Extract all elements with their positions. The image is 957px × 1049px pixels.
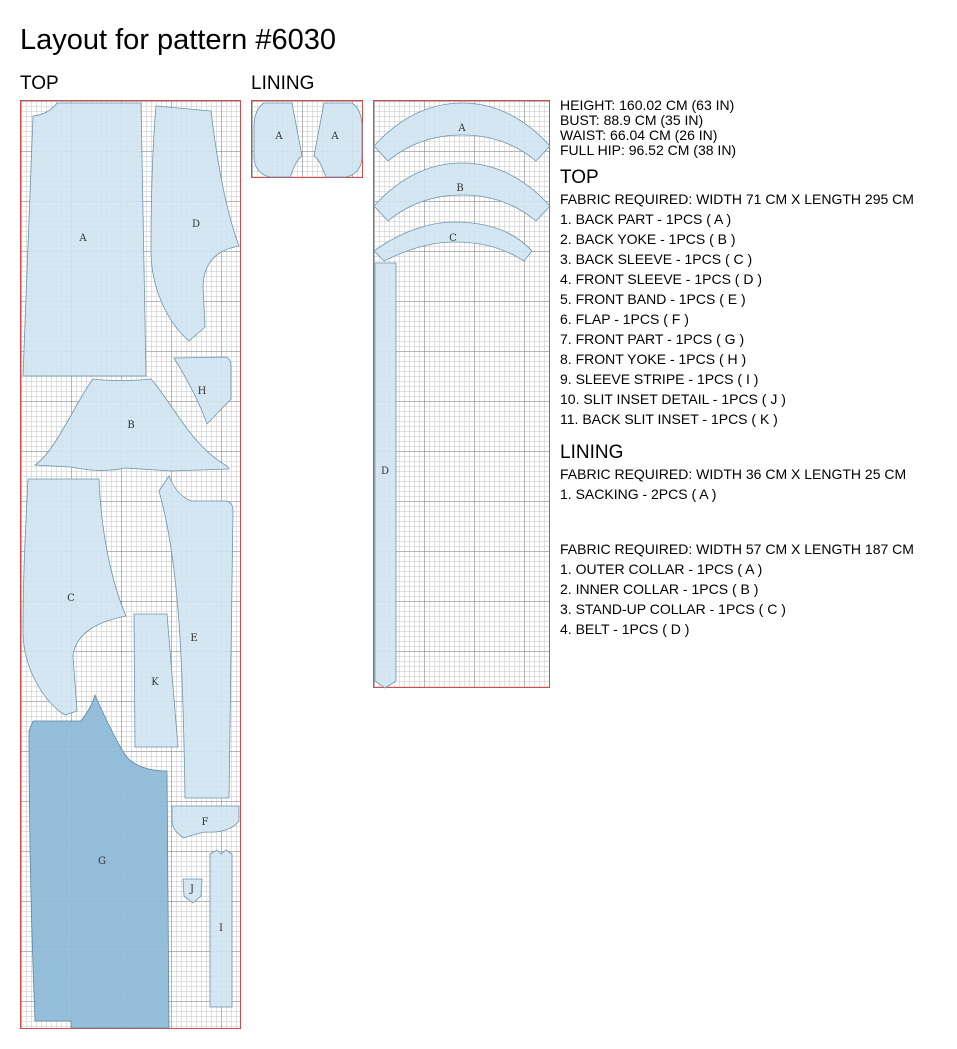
third-piece-a-label: A: [458, 123, 466, 134]
lining-layout-board: [251, 100, 363, 178]
third-fabric-required: FABRIC REQUIRED: WIDTH 57 CM X LENGTH 187 CM: [560, 541, 914, 557]
top-item: 1. BACK PART - 1PCS ( A ): [560, 211, 732, 227]
measurement-height: HEIGHT: 160.02 CM (63 IN): [560, 97, 735, 113]
top-fabric-required: FABRIC REQUIRED: WIDTH 71 CM X LENGTH 295 CM: [560, 191, 914, 207]
piece-e-label: E: [190, 633, 198, 644]
piece-k-label: K: [151, 677, 159, 688]
piece-c-label: C: [67, 593, 75, 604]
top-item: 4. FRONT SLEEVE - 1PCS ( D ): [560, 271, 763, 287]
top-layout-label: TOP: [20, 73, 59, 94]
top-item: 6. FLAP - 1PCS ( F ): [560, 311, 689, 327]
lining-piece-a-left-label: A: [275, 131, 283, 142]
top-section-heading: TOP: [560, 167, 599, 188]
top-item: 2. BACK YOKE - 1PCS ( B ): [560, 231, 736, 247]
measurement-hip: FULL HIP: 96.52 CM (38 IN): [560, 142, 737, 158]
measurement-bust: BUST: 88.9 CM (35 IN): [560, 112, 704, 128]
piece-j-label: J: [189, 884, 195, 895]
third-section: [560, 539, 955, 639]
top-layout-board: [20, 100, 241, 1029]
lining-section-heading: LINING: [560, 442, 624, 463]
top-layout-pieces: [21, 101, 242, 1030]
lining-fabric-required: FABRIC REQUIRED: WIDTH 36 CM X LENGTH 25 CM: [560, 466, 907, 482]
piece-b-label: B: [127, 420, 135, 431]
third-piece-b-label: B: [456, 183, 464, 194]
lining-section: [560, 442, 955, 504]
third-piece-d-label: D: [380, 466, 390, 477]
measurement-waist: WAIST: 66.04 CM (26 IN): [560, 127, 718, 143]
piece-f-label: F: [201, 817, 209, 828]
top-item: 5. FRONT BAND - 1PCS ( E ): [560, 291, 746, 307]
piece-g-label: G: [98, 856, 106, 867]
piece-i-label: I: [219, 923, 223, 934]
lining-piece-a-right-label: A: [331, 131, 339, 142]
piece-h-label: H: [197, 386, 207, 397]
lining-item: 1. SACKING - 2PCS ( A ): [560, 486, 717, 502]
piece-a-label: A: [79, 233, 87, 244]
top-item: 3. BACK SLEEVE - 1PCS ( C ): [560, 251, 753, 267]
measurements-block: [560, 98, 955, 158]
third-layout-board: [373, 100, 550, 688]
third-item: 4. BELT - 1PCS ( D ): [560, 621, 690, 637]
piece-d-label: D: [191, 219, 201, 230]
top-item: 7. FRONT PART - 1PCS ( G ): [560, 331, 745, 347]
third-layout-pieces: [374, 101, 551, 689]
lining-layout-pieces: [252, 101, 364, 179]
third-item: 1. OUTER COLLAR - 1PCS ( A ): [560, 561, 763, 577]
top-item: 11. BACK SLIT INSET - 1PCS ( K ): [560, 411, 778, 427]
top-item: 9. SLEEVE STRIPE - 1PCS ( I ): [560, 371, 759, 387]
top-item: 10. SLIT INSET DETAIL - 1PCS ( J ): [560, 391, 786, 407]
third-item: 3. STAND-UP COLLAR - 1PCS ( C ): [560, 601, 786, 617]
top-section: [560, 167, 955, 429]
lining-layout-label: LINING: [251, 73, 315, 94]
third-piece-c-label: C: [449, 233, 457, 244]
page-title: Layout for pattern #6030: [20, 24, 337, 56]
top-item: 8. FRONT YOKE - 1PCS ( H ): [560, 351, 747, 367]
third-item: 2. INNER COLLAR - 1PCS ( B ): [560, 581, 759, 597]
